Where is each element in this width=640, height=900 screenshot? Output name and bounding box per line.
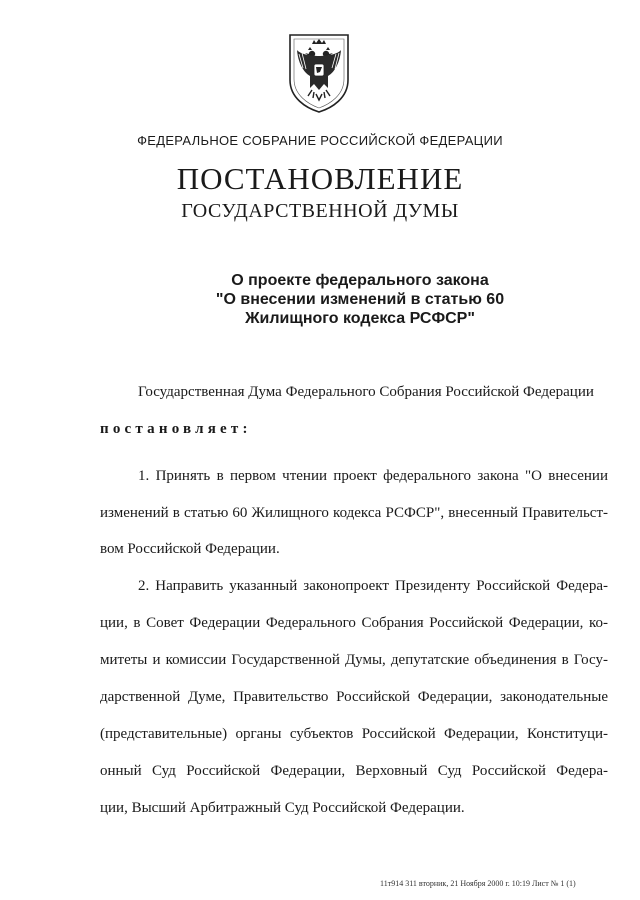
item-2-line: (представительные) органы субъектов Российской Федерации, Конституци- [100, 726, 608, 742]
subject-line: "О внесении изменений в статью 60 [215, 291, 505, 308]
item-1-line: изменений в статью 60 Жилищного кодекса РСФСР", внесенный Правительст- [100, 505, 608, 521]
preamble: Государственная Дума Федерального Собрания Российской Федерации [138, 384, 594, 400]
item-2-line: митеты и комиссии Государственной Думы, депутатские объединения в Госу- [100, 652, 608, 668]
coat-of-arms-icon [286, 32, 352, 114]
organization-name: ФЕДЕРАЛЬНОЕ СОБРАНИЕ РОССИЙСКОЙ ФЕДЕРАЦИИ [137, 133, 503, 148]
item-2-line: ции, Высший Арбитражный Суд Российской Федерации. [100, 800, 465, 816]
item-1-line: вом Российской Федерации. [100, 541, 280, 557]
item-1-line: 1. Принять в первом чтении проект федерального закона "О внесении [138, 468, 608, 484]
document-subject [0, 271, 640, 328]
document-issuer: ГОСУДАРСТВЕННОЙ ДУМЫ [181, 200, 459, 222]
resolves-statement: постановляет: [100, 421, 252, 437]
footer-stamp: 11т914 311 вторник, 21 Ноября 2000 г. 10:19 Лист № 1 (1) [380, 879, 576, 888]
subject-line: Жилищного кодекса РСФСР" [245, 310, 475, 327]
item-2-line: ции, в Совет Федерации Федерального Собрания Российской Федерации, ко- [100, 615, 608, 631]
subject-line: О проекте федерального закона [231, 272, 489, 289]
item-2-line: 2. Направить указанный законопроект Президенту Российской Федера- [138, 578, 608, 594]
item-2-line: онный Суд Российской Федерации, Верховный Суд Российской Федера- [100, 763, 608, 779]
document-type: ПОСТАНОВЛЕНИЕ [176, 161, 464, 196]
item-2-line: дарственной Думе, Правительство Российской Федерации, законодательные [100, 689, 608, 705]
